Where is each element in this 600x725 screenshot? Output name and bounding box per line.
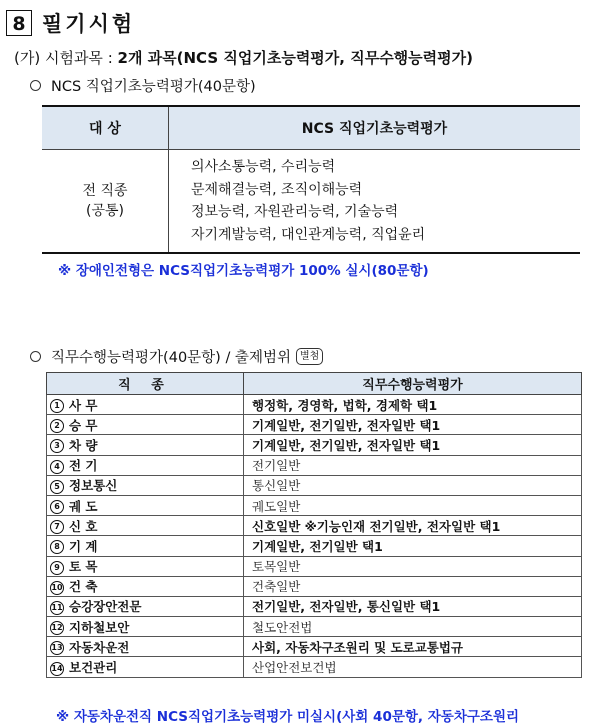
circled-number-icon: 10: [50, 581, 64, 595]
subject-cell: 행정학, 경영학, 법학, 경제학 택1: [244, 395, 582, 415]
job-cell: [47, 576, 244, 596]
duty-col-job: 직 종: [47, 373, 244, 395]
table-row: [47, 536, 582, 556]
section-number: 8: [6, 10, 32, 36]
subject-cell: 기계일반, 전기일반, 전자일반 택1: [244, 435, 582, 455]
ncs-col-ability: NCS 직업기초능력평가: [169, 106, 581, 150]
subject-cell: 통신일반: [244, 475, 582, 495]
table-row: [47, 657, 582, 677]
table-row: [47, 415, 582, 435]
subject-cell: 철도안전법: [244, 617, 582, 637]
subject-cell: 건축일반: [244, 576, 582, 596]
subject-cell: 전기일반: [244, 455, 582, 475]
job-name: 토 목: [69, 559, 98, 575]
duty-heading-text: 직무수행능력평가(40문항) / 출제범위: [51, 350, 291, 366]
ncs-table-row: [42, 150, 580, 254]
exam-subjects-label: (가) 시험과목 :: [14, 49, 118, 67]
job-cell: [47, 596, 244, 616]
job-name: 기 계: [69, 538, 98, 554]
job-name: 궤 도: [69, 498, 98, 514]
circled-number-icon: 9: [50, 561, 64, 575]
subject-cell: 사회, 자동차구조원리 및 도로교통법규: [244, 637, 582, 657]
subject-cell: 토목일반: [244, 556, 582, 576]
disability-note: ※ 장애인전형은 NCS직업기초능력평가 100% 실시(80문항): [58, 263, 429, 279]
ncs-heading-text: NCS 직업기초능력평가(40문항): [51, 79, 256, 95]
circle-bullet-icon: [30, 351, 41, 362]
circled-number-icon: 1: [50, 399, 64, 413]
job-name: 지하철보안: [69, 619, 130, 635]
job-name: 정보통신: [69, 478, 118, 494]
job-cell: [47, 516, 244, 536]
ncs-ability-line: 자기계발능력, 대인관계능력, 직업윤리: [191, 226, 426, 243]
subject-cell: 신호일반 ※기능인재 전기일반, 전자일반 택1: [244, 516, 582, 536]
ncs-ability-line: 의사소통능력, 수리능력: [191, 159, 336, 175]
subject-cell: 산업안전보건법: [244, 657, 582, 677]
table-row: [47, 596, 582, 616]
section-title: 필기시험: [42, 12, 136, 36]
exam-subjects-value: 2개 과목(NCS 직업기초능력평가, 직무수행능력평가): [117, 49, 473, 67]
circled-number-icon: 5: [50, 480, 64, 494]
table-row: [47, 637, 582, 657]
ncs-ability-line: 정보능력, 자원관리능력, 기술능력: [191, 204, 399, 220]
job-cell: [47, 415, 244, 435]
job-cell: [47, 657, 244, 677]
job-cell: [47, 395, 244, 415]
circled-number-icon: 11: [50, 601, 64, 615]
driver-note: ※ 자동차운전직 NCS직업기초능력평가 미실시(사회 40문항, 자동차구조원리: [56, 709, 520, 725]
ncs-target-cell: [42, 150, 169, 254]
job-name: 신 호: [69, 518, 98, 534]
ncs-table: [42, 105, 580, 254]
job-cell: [47, 455, 244, 475]
ncs-target-line1: 전 직종: [82, 183, 128, 199]
job-cell: [47, 617, 244, 637]
table-row: [47, 516, 582, 536]
job-name: 자동차운전: [69, 639, 130, 655]
duty-table-header: [47, 373, 582, 395]
circled-number-icon: 2: [50, 419, 64, 433]
ncs-ability-line: 문제해결능력, 조직이해능력: [191, 181, 363, 198]
job-cell: [47, 536, 244, 556]
job-name: 승 무: [69, 417, 98, 433]
job-cell: [47, 475, 244, 495]
job-name: 차 량: [69, 437, 98, 453]
table-row: [47, 475, 582, 495]
attachment-badge: 별첨: [296, 348, 323, 365]
circled-number-icon: 3: [50, 439, 64, 453]
table-row: [47, 617, 582, 637]
job-name: 건 축: [69, 579, 98, 595]
duty-col-subject: 직무수행능력평가: [244, 373, 582, 395]
table-row: [47, 435, 582, 455]
table-row: [47, 576, 582, 596]
subject-cell: 기계일반, 전기일반, 전자일반 택1: [244, 415, 582, 435]
table-row: [47, 455, 582, 475]
circled-number-icon: 4: [50, 460, 64, 474]
exam-subjects-line: [14, 47, 473, 68]
subject-cell: 궤도일반: [244, 495, 582, 515]
duty-subheading: [30, 346, 323, 367]
ncs-ability-cell: [169, 150, 581, 254]
subject-cell: 기계일반, 전기일반 택1: [244, 536, 582, 556]
job-cell: [47, 495, 244, 515]
circled-number-icon: 12: [50, 621, 64, 635]
ncs-col-target: 대 상: [42, 106, 169, 150]
table-row: [47, 556, 582, 576]
duty-table-body: [47, 395, 582, 678]
ncs-target-line2: (공통): [86, 203, 124, 219]
job-name: 승강장안전문: [69, 599, 142, 615]
circled-number-icon: 14: [50, 662, 64, 676]
job-cell: [47, 637, 244, 657]
subject-cell: 전기일반, 전자일반, 통신일반 택1: [244, 596, 582, 616]
table-row: [47, 395, 582, 415]
job-name: 전 기: [69, 458, 98, 474]
circle-bullet-icon: [30, 80, 41, 91]
circled-number-icon: 7: [50, 520, 64, 534]
job-cell: [47, 556, 244, 576]
duty-table: [46, 372, 582, 678]
circled-number-icon: 13: [50, 641, 64, 655]
ncs-subheading: [30, 75, 256, 96]
job-name: 보건관리: [69, 660, 118, 676]
job-cell: [47, 435, 244, 455]
ncs-table-header: [42, 106, 580, 150]
circled-number-icon: 6: [50, 500, 64, 514]
circled-number-icon: 8: [50, 540, 64, 554]
table-row: [47, 495, 582, 515]
section-heading: [6, 8, 135, 38]
job-name: 사 무: [69, 397, 98, 413]
